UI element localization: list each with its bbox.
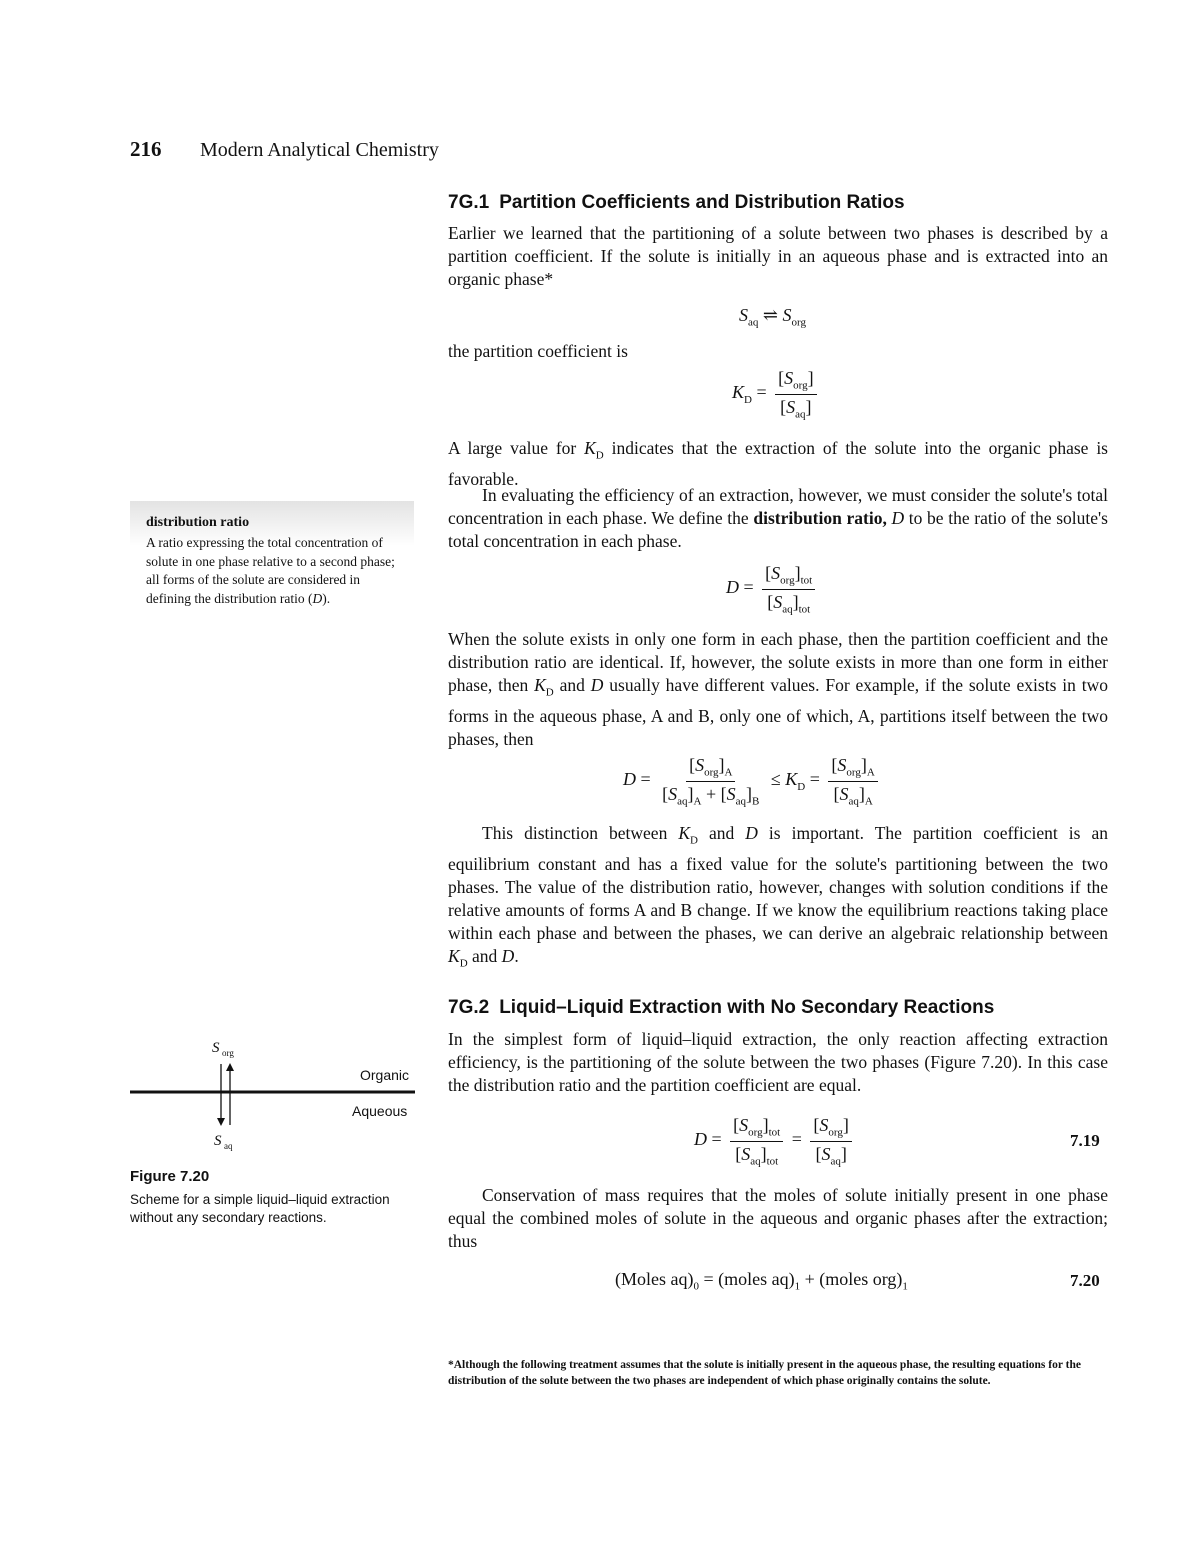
- arrow-down-head: [217, 1118, 225, 1126]
- defined-term: distribution ratio,: [753, 508, 887, 528]
- footnote: *Although the following treatment assumes that the solute is initially present in the aqueous phase, the resulting equations for the distribution of the solute between the two phases are independent of which phase originally contains the solute.: [448, 1359, 1081, 1387]
- label-aqueous: Aqueous: [352, 1103, 408, 1119]
- fraction: $\frac{[S_{org}]_A}{[S_{aq}]_A}$: [828, 755, 877, 807]
- equation-number-7-19: 7.19: [1070, 1131, 1100, 1150]
- label-s-aq-subscript: aq: [224, 1141, 233, 1151]
- paragraph-partition-intro: the partition coefficient is: [448, 341, 628, 361]
- symbol-k: K: [732, 382, 745, 403]
- arrow-up-head: [226, 1063, 234, 1071]
- equation-7-20: (Moles $aq)_0$ = (moles $aq)_1$ + (moles $org)_1$: [615, 1269, 908, 1293]
- equation-7-19: D = $\frac{[S_{org}]_{tot}}{[S_{aq}]_{tot}}$ = $\frac{[S_{org}]}{[S_{aq}]}$: [694, 1115, 856, 1167]
- section-heading-7g2: 7G.2 Liquid–Liquid Extraction with No Secondary Reactions: [448, 997, 995, 1018]
- section-heading-7g1: [448, 192, 905, 214]
- margin-note-term: distribution ratio: [146, 515, 250, 530]
- paragraph-simplest-form: In the simplest form of liquid–liquid extraction, the only reaction affecting extraction efficiency, is the partitioning of the solute between the two phases (Figure 7.20). In this case the distribution ratio and the partition coefficient are equal.: [448, 1029, 1108, 1095]
- paragraph-distinction: This distinction between $K_D$ and D is important. The partition coefficient is an equilibrium constant and has a fixed value for the solute's partitioning between the two phases. The value of the distribution ratio, however, changes with solution conditions if the relative amounts of forms A and B change. If we know the equilibrium reactions taking place within each phase and between the phases, we can derive an algebraic relationship between $K_D$ and D.: [448, 823, 1108, 969]
- paragraph-text: Earlier we learned that the partitioning of a solute between two phases is described by a partition coefficient. If the solute is initially in an aqueous phase and is extracted into an organic phase*: [448, 223, 1108, 289]
- symbol-s: S: [739, 305, 748, 325]
- fraction: $\frac{[S_{org}]_{tot}}{[S_{aq}]_{tot}}$: [730, 1115, 783, 1167]
- label-organic: Organic: [360, 1067, 410, 1083]
- fraction: $\frac{[S_{org}]_A}{[S_{aq}]_A + [S_{aq}]_B}$: [662, 755, 760, 808]
- fraction: $\frac{[S_{org}]}{[S_{aq}]}$: [775, 368, 816, 420]
- equation-d: D = $\frac{[S_{org}]_{tot}}{[S_{aq}]_{tot}}$: [726, 563, 819, 615]
- equation-d-vs-kd: D = $\frac{[S_{org}]_A}{[S_{aq}]_A + [S_{aq}]_B}$ ≤ $K_D$ = $\frac{[S_{org}]_A}{[S_{aq}]_A}$: [623, 755, 882, 807]
- equals-sign: =: [756, 382, 767, 403]
- equation-partition-reaction: [739, 305, 806, 329]
- paragraph-distribution-ratio: In evaluating the efficiency of an extraction, however, we must consider the solute's total concentration in each phase. We define the distribution ratio, D to be the ratio of the solute's total concentration in each phase.: [448, 485, 1108, 551]
- figure-extraction-scheme: [120, 1030, 420, 1160]
- equilibrium-arrows: ⇌: [762, 305, 778, 325]
- paragraph-intro: [448, 222, 1108, 291]
- paragraph-kd-favorable: A large value for $K_D$ indicates that the extraction of the solute into the organic phase is favorable.: [448, 438, 1108, 489]
- subscript: org: [791, 316, 806, 329]
- paragraph-forms: When the solute exists in only one form in each phase, then the partition coefficient and the distribution ratio are identical. If, however, the solute exists in more than one form in either phase, then $K_D$ and D usually have different values. For example, if the solute exists in two forms in the aqueous phase, A and B, only one of which, A, partitions itself between the two phases, then: [448, 629, 1108, 749]
- section-number: 7G.1: [448, 192, 490, 213]
- subscript: aq: [748, 316, 759, 329]
- label-s-org-symbol: S: [212, 1040, 220, 1056]
- margin-note-definition: A ratio expressing the total concentration of solute in one phase relative to a second phase; all forms of the solute are considered in defining the distribution ratio (D).: [146, 535, 395, 606]
- subscript: D: [744, 393, 752, 406]
- fraction: $\frac{[S_{org}]_{tot}}{[S_{aq}]_{tot}}$: [762, 563, 815, 615]
- fraction: $\frac{[S_{org}]}{[S_{aq}]}$: [810, 1115, 851, 1167]
- page-number: 216: [130, 137, 162, 161]
- label-s-aq-symbol: S: [214, 1133, 222, 1149]
- symbol-s: S: [782, 305, 792, 325]
- figure-caption: Scheme for a simple liquid–liquid extraction without any secondary reactions.: [130, 1192, 390, 1225]
- figure-label: Figure 7.20: [130, 1168, 210, 1185]
- section-title: Partition Coefficients and Distribution Ratios: [499, 192, 905, 213]
- label-s-org-subscript: org: [222, 1048, 234, 1058]
- running-head: Modern Analytical Chemistry: [200, 139, 439, 161]
- equation-kd: [732, 368, 821, 420]
- paragraph-conservation: Conservation of mass requires that the moles of solute initially present in one phase equal the combined moles of solute in the aqueous and organic phases after the extraction; thus: [448, 1185, 1108, 1251]
- equation-number-7-20: 7.20: [1070, 1271, 1100, 1290]
